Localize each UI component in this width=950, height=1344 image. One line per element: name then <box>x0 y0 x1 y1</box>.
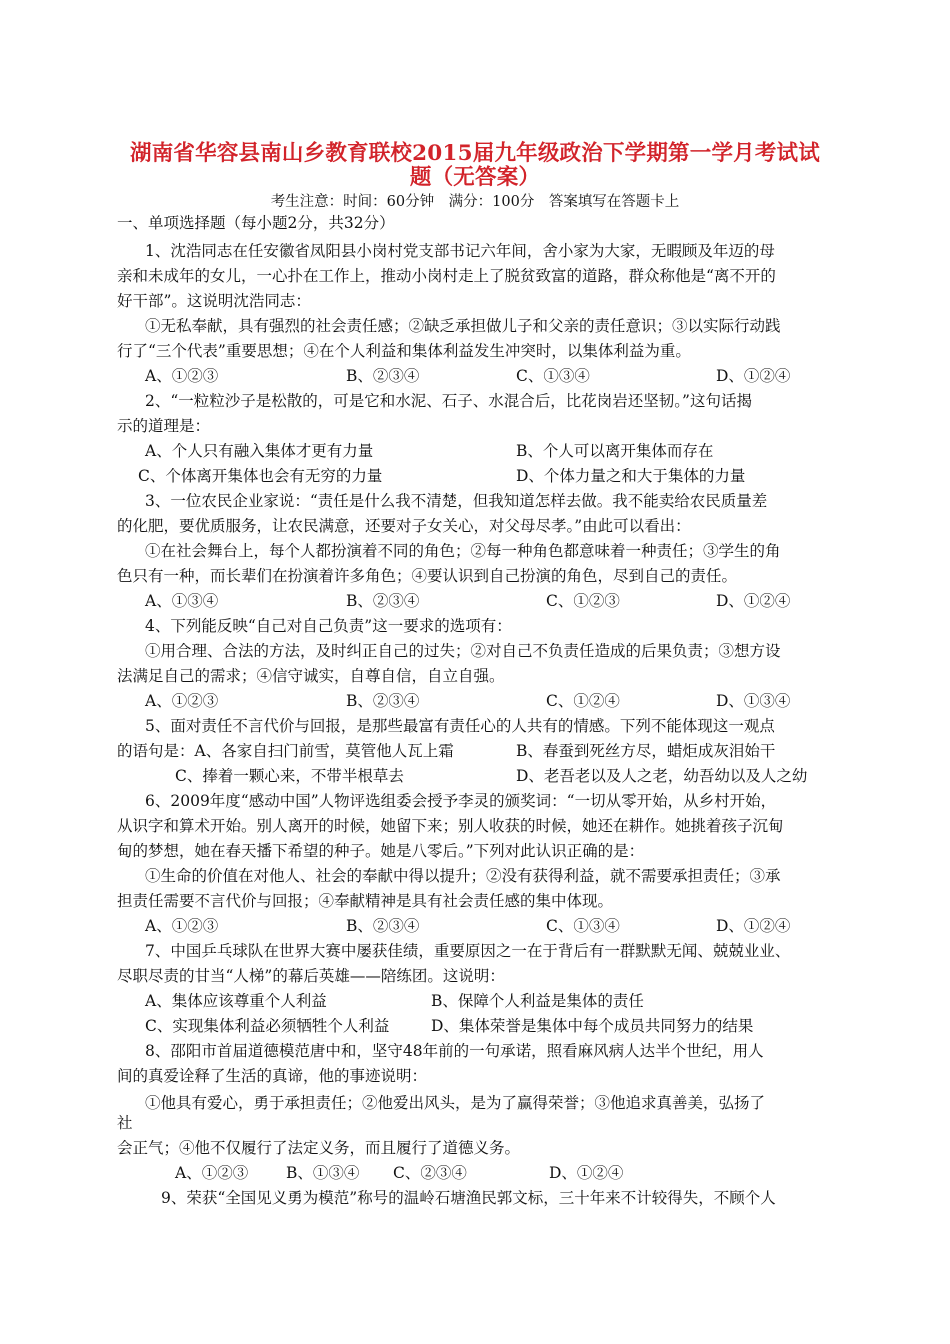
option-d: D、①②④ <box>716 917 791 935</box>
question-5-line-1: 5、面对责任不言代价与回报，是那些最富有责任心的人共有的情感。下列不能体现这一观点 <box>145 717 775 735</box>
question-8-statement-2: 会正气；④他不仅履行了法定义务，而且履行了道德义务。 <box>117 1139 521 1157</box>
question-1-line-2: 亲和未成年的女儿，一心扑在工作上，推动小岗村走上了脱贫致富的道路，群众称他是“离不开的 <box>117 267 776 285</box>
option-c: C、捧着一颗心来，不带半根草去 <box>175 767 404 785</box>
question-9-line-1: 9、荣获“全国见义勇为模范”称号的温岭石塘渔民郭文标，三十年来不计较得失，不顾个人 <box>161 1189 776 1207</box>
option-d: D、①②④ <box>716 592 791 610</box>
option-b: B、①③④ <box>286 1164 360 1182</box>
option-d: D、①②④ <box>549 1164 624 1182</box>
option-a: A、集体应该尊重个人利益 <box>145 992 327 1010</box>
option-c: C、②③④ <box>393 1164 467 1182</box>
option-b: B、②③④ <box>346 692 420 710</box>
question-1-line-1: 1、沈浩同志在任安徽省凤阳县小岗村党支部书记六年间，舍小家为大家，无暇顾及年迈的母 <box>145 242 775 260</box>
question-3-line-1: 3、一位农民企业家说：“责任是什么我不清楚，但我知道怎样去做。我不能卖给农民质量差 <box>145 492 768 510</box>
option-c: C、①③④ <box>516 367 590 385</box>
question-2-line-2: 示的道理是： <box>117 417 211 435</box>
document-title-line-1: 湖南省华容县南山乡教育联校2015届九年级政治下学期第一学月考试试 <box>130 141 820 166</box>
option-d: D、①③④ <box>716 692 791 710</box>
option-b: B、个人可以离开集体而存在 <box>516 442 714 460</box>
question-3-line-2: 的化肥，要优质服务，让农民满意，还要对子女关心，对父母尽孝。”由此可以看出： <box>117 517 691 535</box>
option-a: A、①②③ <box>145 367 219 385</box>
question-4-line-1: 4、下列能反映“自己对自己负责”这一要求的选项有： <box>145 617 512 635</box>
question-5-option-a: 的语句是：A、各家自扫门前雪，莫管他人瓦上霜 <box>117 742 454 760</box>
section-heading: 一、单项选择题（每小题2分，共32分） <box>117 214 395 232</box>
option-d: D、个体力量之和大于集体的力量 <box>516 467 746 485</box>
exam-notice: 考生注意：时间：60分钟 满分：100分 答案填写在答题卡上 <box>270 194 680 210</box>
question-3-statement-2: 色只有一种，而长辈们在扮演着许多角色；④要认识到自己扮演的角色，尽到自己的责任。 <box>117 567 738 585</box>
question-7-line-1: 7、中国乒乓球队在世界大赛中屡获佳绩，重要原因之一在于背后有一群默默无闻、兢兢业业、 <box>145 942 791 960</box>
question-6-line-2: 从识字和算术开始。别人离开的时候，她留下来；别人收获的时候，她还在耕作。她挑着孩子沉甸 <box>117 817 784 835</box>
question-6-statement-1: ①生命的价值在对他人、社会的奉献中得以提升；②没有获得利益，就不需要承担责任；③承 <box>145 867 781 885</box>
question-2-line-1: 2、“一粒粒沙子是松散的，可是它和水泥、石子、水混合后，比花岗岩还坚韧。”这句话揭 <box>145 392 752 410</box>
option-c: C、①②④ <box>546 692 620 710</box>
question-6-line-3: 甸的梦想，她在春天播下希望的种子。她是八零后。”下列对此认识正确的是： <box>117 842 645 860</box>
question-4-statement-2: 法满足自己的需求；④信守诚实，自尊自信，自立自强。 <box>117 667 505 685</box>
option-c: C、①②③ <box>546 592 620 610</box>
option-d: D、①②④ <box>716 367 791 385</box>
option-b: B、②③④ <box>346 917 420 935</box>
question-6-statement-2: 担责任需要不言代价与回报；④奉献精神是具有社会责任感的集中体现。 <box>117 892 614 910</box>
question-3-statement-1: ①在社会舞台上，每个人都扮演着不同的角色；②每一种角色都意味着一种责任；③学生的角 <box>145 542 781 560</box>
option-a: A、个人只有融入集体才更有力量 <box>145 442 374 460</box>
option-c: C、实现集体利益必须牺牲个人利益 <box>145 1017 390 1035</box>
question-8-line-2: 间的真爱诠释了生活的真谛，他的事迹说明： <box>117 1067 428 1085</box>
question-1-statement-1: ①无私奉献，具有强烈的社会责任感；②缺乏承担做儿子和父亲的责任意识；③以实际行动践 <box>145 317 781 335</box>
option-b: B、保障个人利益是集体的责任 <box>431 992 644 1010</box>
question-1-statement-2: 行了“三个代表”重要思想；④在个人利益和集体利益发生冲突时，以集体利益为重。 <box>117 342 691 360</box>
option-b: B、春蚕到死丝方尽，蜡炬成灰泪始干 <box>516 742 776 760</box>
option-a: A、①③④ <box>145 592 219 610</box>
question-8-statement-wrap: 社 <box>117 1114 133 1132</box>
option-b: B、②③④ <box>346 367 420 385</box>
option-a: A、①②③ <box>145 917 219 935</box>
option-d: D、集体荣誉是集体中每个成员共同努力的结果 <box>431 1017 754 1035</box>
option-a: A、①②③ <box>145 692 219 710</box>
option-b: B、②③④ <box>346 592 420 610</box>
question-1-line-3: 好干部”。这说明沈浩同志： <box>117 292 311 310</box>
option-d: D、老吾老以及人之老，幼吾幼以及人之幼 <box>516 767 808 785</box>
question-4-statement-1: ①用合理、合法的方法，及时纠正自己的过失；②对自己不负责任造成的后果负责；③想方设 <box>145 642 781 660</box>
option-a: A、①②③ <box>175 1164 249 1182</box>
option-c: C、个体离开集体也会有无穷的力量 <box>138 467 383 485</box>
document-title-line-2: 题（无答案） <box>409 165 541 190</box>
option-c: C、①③④ <box>546 917 620 935</box>
question-7-line-2: 尽职尽责的甘当“人梯”的幕后英雄——陪练团。这说明： <box>117 967 505 985</box>
question-8-statement-1: ①他具有爱心，勇于承担责任；②他爱出风头，是为了赢得荣誉；③他追求真善美，弘扬了 <box>145 1094 766 1112</box>
question-8-line-1: 8、邵阳市首届道德模范唐中和，坚守48年前的一句承诺，照看麻风病人达半个世纪，用人 <box>145 1042 764 1060</box>
question-6-line-1: 6、2009年度“感动中国”人物评选组委会授予李灵的颁奖词：“一切从零开始，从乡村开始， <box>145 792 777 810</box>
